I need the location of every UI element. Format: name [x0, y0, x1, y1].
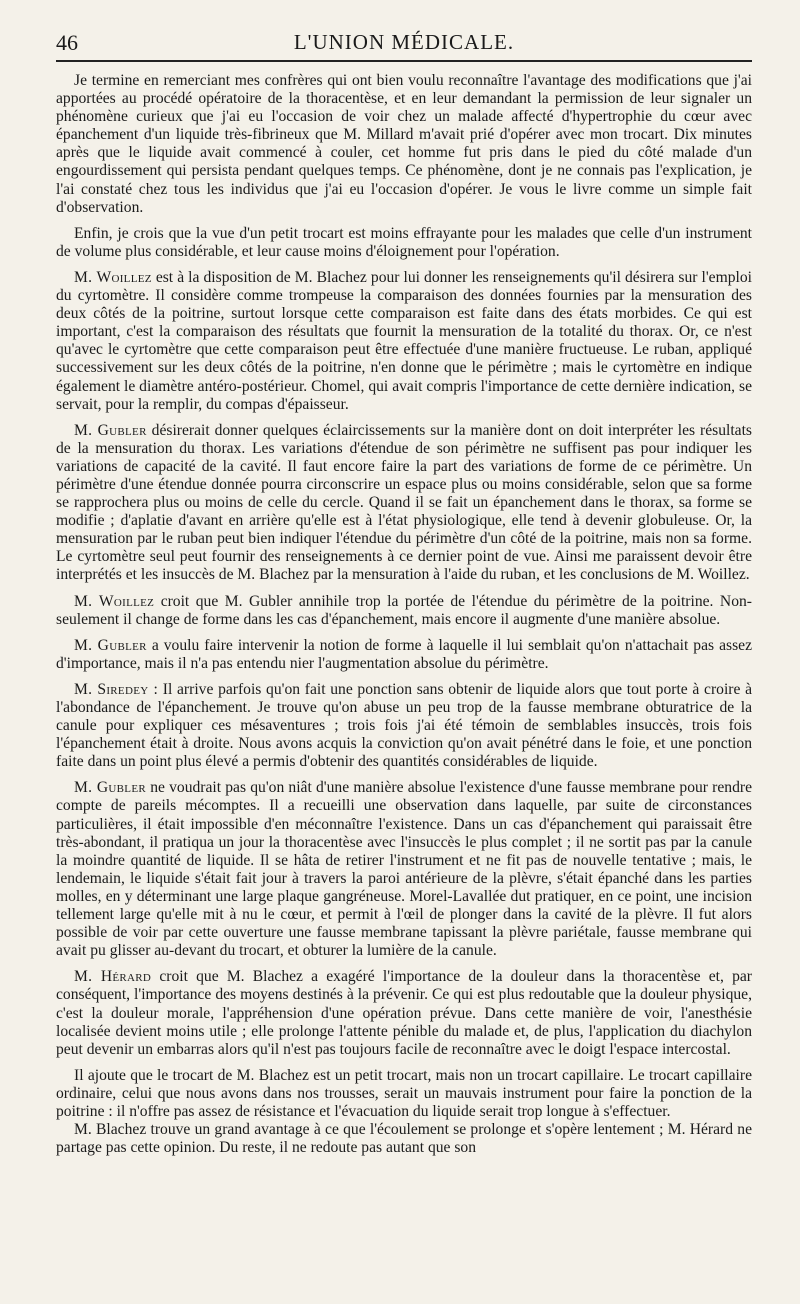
paragraph	[56, 593, 752, 629]
paragraph-text: Je termine en remerciant mes confrères qui ont bien voulu reconnaître l'avantage des modifications que j'ai apportées au procédé opératoire de la thoracentèse, et en leur demandant la permission de leur signaler un phénomène curieux que j'ai eu l'occasion de voir chez un malade affecté d'hypertrophie du cœur avec épanchement d'un liquide très-fibrineux que M. Millard m'avait prié d'opérer avec mon trocart. Dix minutes après que le liquide avait commencé à couler, cet homme fut pris dans le pied du côté malade d'un engourdissement qui persista pendant quelques temps. Ce phénomène, dont je ne connais pas l'explication, je l'ai constaté chez tous les individus que j'ai eu l'occasion d'opérer. Je vous le livre comme un simple fait d'observation.	[56, 72, 752, 216]
paragraph	[56, 968, 752, 1058]
running-title: L'UNION MÉDICALE.	[293, 30, 515, 54]
paragraph-text: désirerait donner quelques éclaircissements sur la manière dont on doit interpréter les résultats de la mensuration du thorax. Les variations d'étendue de son périmètre ne suffisent pas pour indiquer les variations de capacité de la cavité. Il faut encore faire la part des variations de forme de ce périmètre. Un périmètre d'une étendue donnée pourra circonscrire un espace plus ou moins considérable, selon que sa forme se rapprochera plus ou moins de celle du cercle. Quand il se fait un épanchement dans le thorax, sa forme se modifie ; d'aplatie d'avant en arrière qu'elle est à l'état physiologique, elle tend à devenir globuleuse. Or, la mensuration par le ruban peut bien indiquer l'étendue du périmètre d'un côté de la poitrine, mais non sa forme. Le cyrtomètre seul peut fournir des renseignements à ce dernier point de vue. Ainsi me paraissent devoir être interprétés et les insuccès de M. Blachez par la mensuration à l'aide du ruban, et les conclusions de M. Woillez.	[56, 421, 752, 584]
page-number: 46	[56, 30, 78, 55]
paragraph-text: Il arrive parfois qu'on fait une ponction sans obtenir de liquide alors que tout porte à croire à l'abondance de l'épanchement. Je trouve qu'on abuse un peu trop de la fausse membrane obturatrice de la canule pour expliquer ces mésaventures ; trois fois j'ai été témoin de semblables insuccès, trois fois l'épanchement était à droite. Nous avons acquis la conviction qu'on avait pénétré dans le foie, et une ponction faite dans un point plus élevé a permis d'obtenir des quantités considérables de liquide.	[56, 680, 753, 771]
speaker-name: M. Gubler	[74, 779, 146, 797]
paragraph	[56, 225, 752, 261]
speaker-name: M. Gubler	[74, 421, 147, 439]
speaker-name: M. Woillez	[74, 592, 155, 610]
paragraph-text: M. Blachez trouve un grand avantage à ce que l'écoulement se prolonge et s'opère lentement ; M. Hérard ne partage pas cette opinion. Du reste, il ne redoute pas autant que son	[56, 1121, 752, 1157]
paragraph	[56, 681, 752, 771]
paragraph-text: Il ajoute que le trocart de M. Blachez est un petit trocart, mais non un trocart capillaire. Le trocart capillaire ordinaire, celui que nous avons dans nos trousses, serait un mauvais instrument pour faire la ponction de la poitrine : il n'offre pas assez de résistance et l'évacuation du liquide serait trop longue à s'effectuer.	[56, 1066, 752, 1120]
paragraph	[56, 422, 752, 585]
paragraph	[56, 1067, 752, 1121]
paragraph	[56, 637, 752, 673]
paragraph	[56, 72, 752, 217]
speaker-name: M. Hérard	[74, 968, 152, 986]
speaker-name: M. Woillez	[74, 268, 152, 286]
paragraph-text: a voulu faire intervenir la notion de forme à laquelle il lui semblait qu'on n'attachait pas assez d'importance, mais il n'a pas entendu nier l'augmentation absolue du périmètre.	[56, 636, 752, 672]
paragraph-text: croit que M. Blachez a exagéré l'importance de la douleur dans la thoracentèse et, par conséquent, l'importance des moyens destinés à la prévenir. Ce qui est plus redoutable que la douleur physique, c'est la douleur morale, l'appréhension d'une opération prévue. Dans cette manière de voir, l'anesthésie localisée devient moins utile ; elle prolonge l'attente pénible du malade et, de plus, l'application du diachylon peut devenir un embarras alors qu'il n'est pas toujours facile de reconnaître avec le doigt l'espace intercostal.	[56, 968, 752, 1058]
paragraph-text: croit que M. Gubler annihile trop la portée de l'étendue du périmètre de la poitrine. Non-seulement il change de forme dans les cas d'épanchement, mais encore il augmente d'une manière absolue.	[56, 592, 752, 628]
paragraph	[56, 1121, 752, 1157]
paragraph-text: ne voudrait pas qu'on niât d'une manière absolue l'existence d'une fausse membrane pour rendre compte de pareils mécomptes. Il a recueilli une observation dans laquelle, par suite de circonstances particulières, il était impossible d'en méconnaître l'existence. Dans un cas d'épanchement qui paraissait être très-abondant, il pratiqua un jour la thoracentèse avec l'insuccès le plus complet ; il ne sortit pas par la canule la moindre quantité de liquide. Il se hâta de retirer l'instrument et ne fit pas de nouvelle tentative ; mais, le lendemain, le liquide s'était fait jour à travers la paroi antérieure de la plèvre, s'était épanché dans les parties molles, en y déterminant une large plaque gangréneuse. Morel-Lavallée dut pratiquer, en ce point, une incision tellement large qu'elle mit à nu le cœur, et permit à l'œil de plonger dans la cavité de la plèvre. Il fut alors possible de voir par cette ouverture une fausse membrane tapissant la plèvre pariétale, fausse membrane qui avait pu glisser au-devant du trocart, et obturer la lumière de la canule.	[56, 779, 752, 960]
paragraph	[56, 779, 752, 960]
page-header	[56, 30, 752, 62]
paragraph-text: Enfin, je crois que la vue d'un petit trocart est moins effrayante pour les malades que celle d'un instrument de volume plus considérable, et leur cause moins d'éloignement pour l'opération.	[56, 224, 752, 260]
body-text	[56, 72, 752, 1165]
paragraph-text: est à la disposition de M. Blachez pour lui donner les renseignements qu'il désirera sur l'emploi du cyrtomètre. Il considère comme trompeuse la comparaison des données fournies par la mensuration des deux côtés de la poitrine, surtout lorsque cette comparaison est faite dans des états morbides. Ce qui est important, c'est la comparaison des résultats que fournit la mensuration de la totalité du thorax. Or, ce n'est qu'avec le cyrtomètre que cette comparaison peut être effectuée d'une manière fructueuse. Le ruban, appliqué successivement sur les deux côtés de la poitrine, n'en donne que le périmètre ; mais le cyrtomètre en indique également le diamètre antéro-postérieur. Chomel, qui avait compris l'importance de cette dernière indication, se servait, pour la remplir, du compas d'épaisseur.	[56, 268, 752, 413]
paragraph	[56, 269, 752, 414]
speaker-name: M. Gubler	[74, 636, 147, 654]
speaker-name: M. Siredey :	[74, 680, 159, 698]
